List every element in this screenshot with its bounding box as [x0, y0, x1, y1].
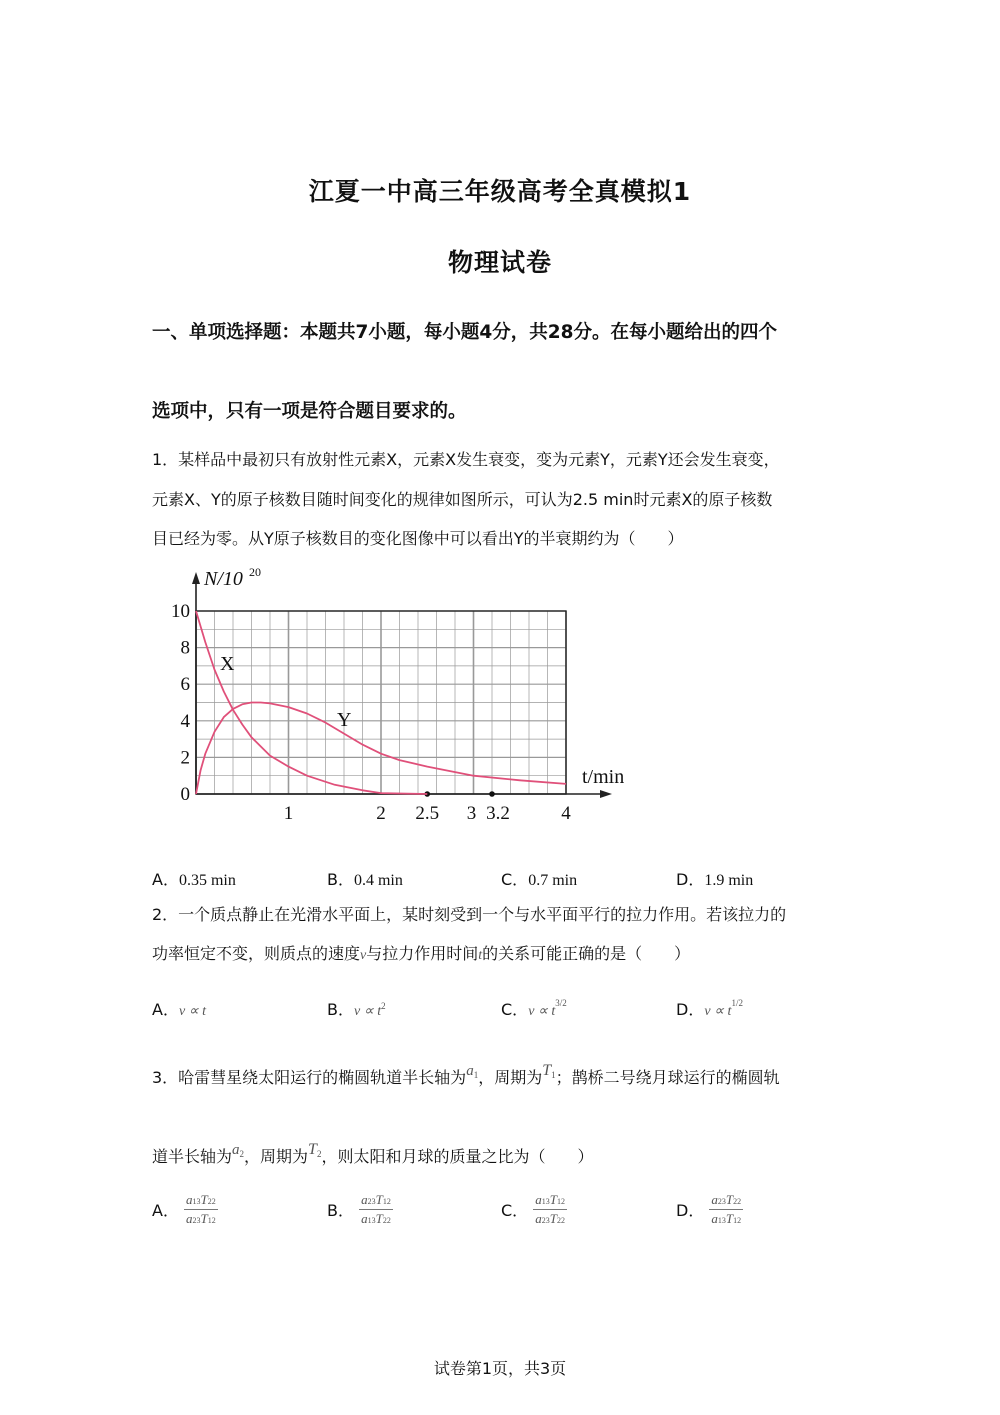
T2-symbol: $T_2$	[308, 1141, 322, 1159]
x-tick-label: 3.2	[486, 803, 510, 824]
fraction: $\frac{a13T22}{a23T12}$	[186, 1192, 216, 1226]
marked-point	[489, 791, 495, 797]
q3-option-a[interactable]: A． $\frac{a13T22}{a23T12}$	[152, 1192, 216, 1226]
q2-option-b[interactable]: B．$v \propto t^2$	[327, 1000, 386, 1019]
fraction: $\frac{a23T22}{a13T12}$	[711, 1192, 742, 1226]
q1-option-d[interactable]: D．1.9 min	[676, 870, 754, 889]
q1-option-a[interactable]: A．0.35 min	[152, 870, 236, 889]
a2-symbol: $a_2$	[232, 1142, 245, 1159]
x-axis-label: t/min	[582, 766, 625, 788]
y-axis-label: N/10	[204, 568, 243, 590]
x-axis-arrow	[600, 790, 612, 798]
q1-line3: 目已经为零。从Y原子核数目的变化图像中可以看出Y的半衰期约为（ ）	[152, 529, 684, 548]
q2-option-c[interactable]: C．$v \propto t^{3/2}$	[501, 998, 567, 1019]
x-tick-label: 1	[283, 803, 294, 824]
page-footer: 试卷第1页，共3页	[433, 1359, 567, 1378]
a1-symbol: $a_1$	[466, 1063, 479, 1080]
exam-title: 江夏一中高三年级高考全真模拟1	[308, 177, 692, 206]
q3-line1: 3．哈雷彗星绕太阳运行的椭圆轨道半长轴为$a_1$，周期为$T_1$；鹊桥二号绕月球运行的椭圆轨	[152, 1062, 780, 1087]
y-tick-label: 0	[180, 784, 190, 805]
x-tick-label: 2	[376, 803, 386, 824]
time-symbol: t	[478, 948, 483, 963]
x-tick-label: 3	[466, 803, 477, 824]
y-tick-label: 2	[180, 747, 190, 769]
q3-line2: 道半长轴为$a_2$，周期为$T_2$，则太阳和月球的质量之比为（ ）	[152, 1141, 594, 1166]
q3-option-c[interactable]: C． $\frac{a13T12}{a23T22}$	[501, 1192, 566, 1226]
q1-option-b[interactable]: B．0.4 min	[327, 870, 403, 889]
y-tick-label: 6	[180, 674, 190, 696]
q2-line2: 功率恒定不变，则质点的速度v与拉力作用时间t的关系可能正确的是（ ）	[152, 944, 691, 963]
section-heading-line2: 选项中，只有一项是符合题目要求的。	[152, 401, 467, 422]
x-tick-label: 2.5	[415, 803, 440, 824]
decay-chart	[150, 560, 650, 830]
T1-symbol: $T_1$	[542, 1062, 556, 1080]
x-tick-label: 4	[561, 803, 571, 824]
q3-option-b[interactable]: B． $\frac{a23T12}{a13T22}$	[327, 1192, 391, 1226]
exam-subject: 物理试卷	[447, 248, 552, 277]
fraction: $\frac{a13T12}{a23T22}$	[535, 1192, 566, 1226]
y-axis-label-exponent: 20	[249, 565, 261, 579]
q1-option-c[interactable]: C．0.7 min	[501, 870, 578, 889]
q1-line1: 1．某样品中最初只有放射性元素X，元素X发生衰变，变为元素Y，元素Y还会发生衰变，	[152, 450, 780, 469]
q2-option-a[interactable]: A．v ∝ t	[152, 1000, 207, 1019]
y-tick-label: 10	[171, 601, 190, 622]
y-tick-label: 8	[180, 637, 190, 659]
q2-line1: 2．一个质点静止在光滑水平面上，某时刻受到一个与水平面平行的拉力作用。若该拉力的	[152, 905, 787, 924]
fraction: $\frac{a23T12}{a13T22}$	[361, 1192, 391, 1226]
q3-option-d[interactable]: D． $\frac{a23T22}{a13T12}$	[676, 1192, 742, 1226]
q2-option-d[interactable]: D．$v \propto t^{1/2}$	[676, 998, 743, 1019]
series-label-x: X	[220, 653, 235, 675]
series-label-y: Y	[337, 709, 352, 731]
section-heading-line1: 一、单项选择题：本题共7小题，每小题4分，共28分。在每小题给出的四个	[152, 322, 777, 343]
q1-line2: 元素X、Y的原子核数目随时间变化的规律如图所示，可认为2.5 min时元素X的原子核数	[152, 490, 773, 509]
y-axis-arrow	[192, 572, 200, 584]
y-tick-label: 4	[180, 710, 190, 732]
velocity-symbol: v	[360, 948, 367, 963]
